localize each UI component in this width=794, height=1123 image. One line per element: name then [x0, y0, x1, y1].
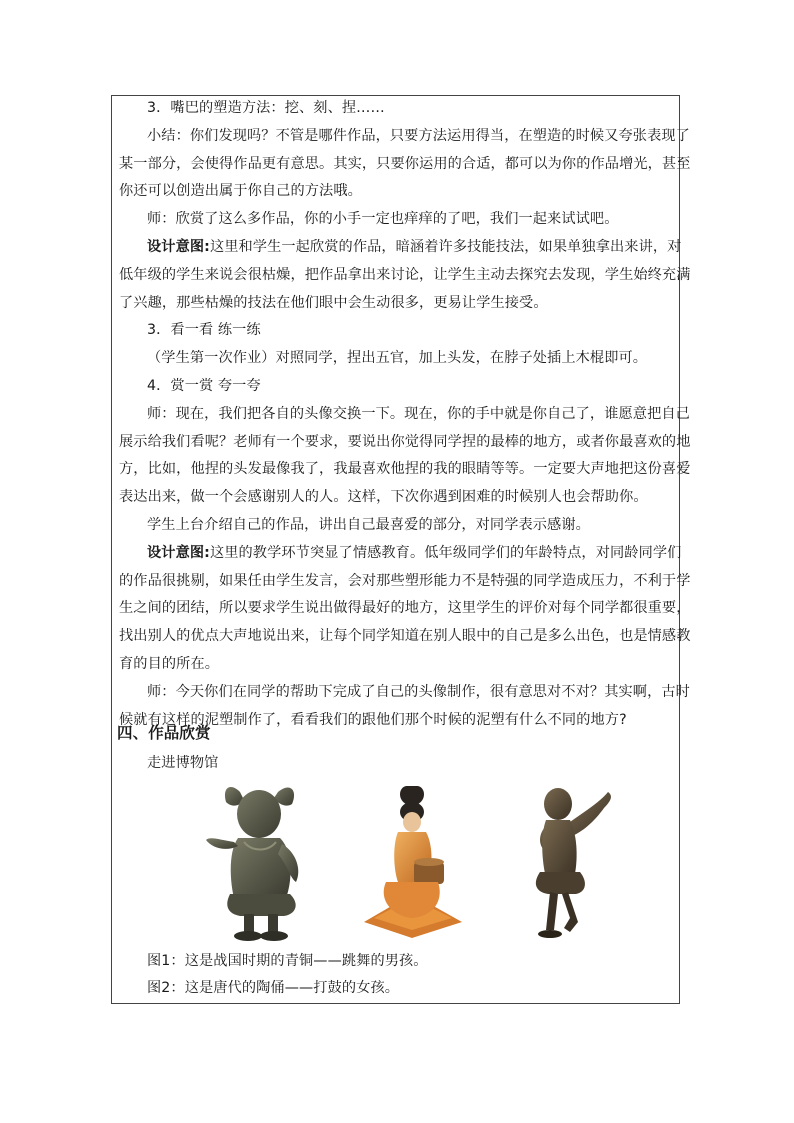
- figure-bronze-dancing-figure: [524, 782, 620, 944]
- text-line: [119, 487, 674, 507]
- text-line: [119, 432, 691, 452]
- text-line-content: 你还可以创造出属于你自己的方法哦。: [119, 183, 362, 200]
- text-line-content: 小结：你们发现吗？不管是哪件作品，只要方法运用得当，在塑造的时候又夸张表现了: [147, 127, 690, 144]
- text-line: [119, 265, 691, 285]
- text-line: [119, 626, 691, 646]
- text-line: [119, 293, 674, 313]
- text-line: [147, 320, 674, 340]
- text-line-content: 生之间的团结，所以要求学生说出做得最好的地方，这里学生的评价对每个同学都很重要，: [119, 600, 691, 617]
- text-line-content: 这里和学生一起欣赏的作品，暗涵着许多技能技法，如果单独拿出来讲，对: [209, 239, 682, 255]
- text-line: [119, 654, 674, 674]
- text-line-content: 师：今天你们在同学的帮助下完成了自己的头像制作，很有意思对不对？其实啊，古时: [147, 683, 690, 700]
- section-heading: 四、作品欣赏: [117, 724, 211, 742]
- text-line-content: 这里的教学环节突显了情感教育。低年级同学们的年龄特点，对同龄同学们: [209, 544, 682, 561]
- text-line-content: 师：现在，我们把各自的头像交换一下。现在，你的手中就是你自己了，谁愿意把自己: [147, 405, 690, 422]
- text-line-content: 3．看一看 练一练: [147, 322, 261, 339]
- figure-tang-pottery-drum-girl: [358, 782, 468, 942]
- text-line: [147, 543, 682, 563]
- text-line: [147, 404, 690, 424]
- text-line-content: 找出别人的优点大声地说出来，让每个同学知道在别人眼中的自己是多么出色，也是情感教: [119, 628, 691, 645]
- text-line: [147, 348, 674, 368]
- text-line-content: 3．嘴巴的塑造方法：挖、刻、捏……: [147, 100, 385, 116]
- text-line-content: 4．赏一赏 夸一夸: [147, 378, 261, 394]
- text-line: [147, 515, 674, 535]
- text-line: [147, 376, 674, 396]
- text-line-content: （学生第一次作业）对照同学，捏出五官，加上头发，在脖子处插上木棍即可。: [147, 350, 648, 367]
- text-line-content: 低年级的学生来说会很枯燥，把作品拿出来讨论，让学生主动去探究去发现，学生始终充满: [119, 266, 691, 283]
- text-line: [147, 126, 690, 146]
- caption-figure-1: 图1：这是战国时期的青铜——跳舞的男孩。: [147, 953, 428, 969]
- text-line-content: 方，比如，他捏的头发最像我了，我最喜欢他捏的我的眼睛等等。一定要大声地把这份喜爱: [119, 461, 691, 478]
- text-line-content: 学生上台介绍自己的作品，讲出自己最喜爱的部分，对同学表示感谢。: [147, 517, 590, 533]
- text-line-content: 师：欣赏了这么多作品，你的小手一定也痒痒的了吧，我们一起来试试吧。: [147, 211, 619, 228]
- text-line-content: 育的目的所在。: [119, 656, 220, 672]
- design-intent-label: 设计意图:: [147, 544, 210, 561]
- text-line: [119, 154, 691, 174]
- text-line-content: 表达出来，做一个会感谢别人的人。这样，下次你遇到困难的时候别人也会帮助你。: [119, 489, 648, 506]
- text-line-content: 了兴趣，那些枯燥的技法在他们眼中会生动很多，更易让学生接受。: [119, 294, 548, 311]
- text-line: [147, 98, 674, 118]
- text-line-content: 候就有这样的泥塑制作了，看看我们的跟他们那个时候的泥塑有什么不同的地方?: [119, 711, 627, 728]
- text-line-content: 某一部分，会使得作品更有意思。其实，只要你运用的合适，都可以为你的作品增光，甚至: [119, 155, 691, 172]
- text-line: [119, 181, 674, 201]
- text-line: [147, 209, 674, 229]
- museum-line: 走进博物馆: [147, 755, 219, 771]
- text-line: [119, 459, 691, 479]
- text-line: [147, 237, 682, 257]
- figure-bronze-dancing-boy: [200, 782, 320, 944]
- text-line: [147, 682, 690, 702]
- text-line-content: 的作品很挑剔，如果任由学生发言，会对那些塑形能力不是特强的同学造成压力，不利于学: [119, 572, 691, 589]
- text-line-content: 展示给我们看呢？老师有一个要求，要说出你觉得同学捏的最棒的地方，或者你最喜欢的地: [119, 433, 691, 450]
- design-intent-label: 设计意图:: [147, 239, 210, 255]
- caption-figure-2: 图2：这是唐代的陶俑——打鼓的女孩。: [147, 980, 400, 996]
- text-line: [119, 571, 691, 591]
- text-line: [119, 598, 691, 618]
